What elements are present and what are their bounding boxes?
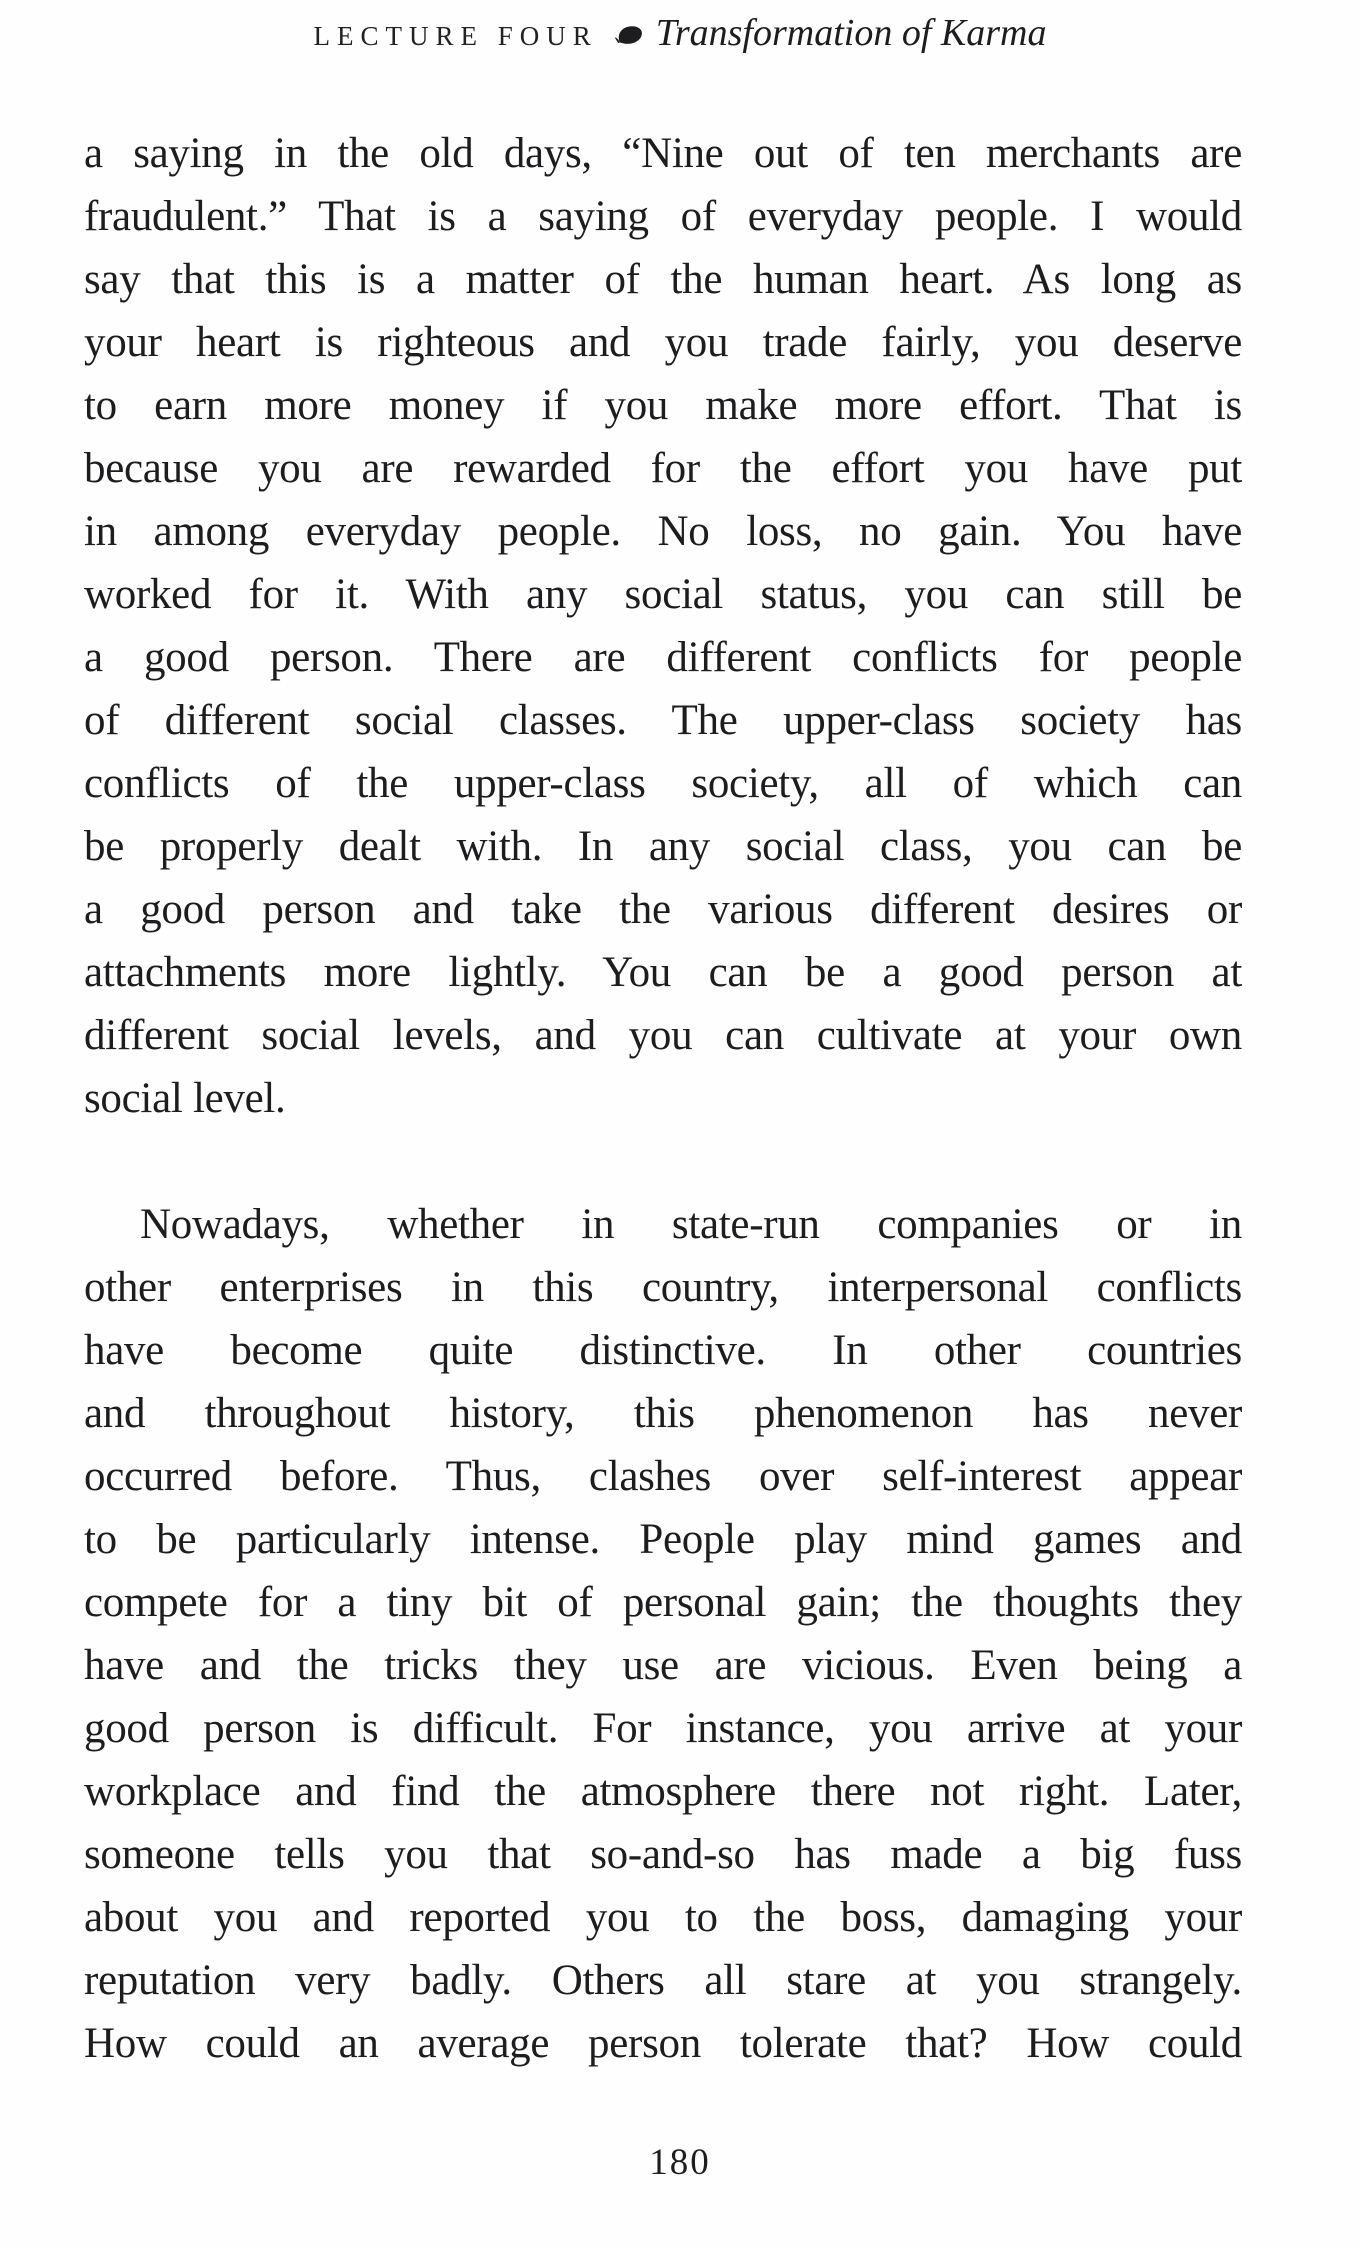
text-line: be properly dealt with. In any social class, you can be: [84, 823, 1242, 870]
text-line: worked for it. With any social status, you can still be: [84, 571, 1242, 618]
text-line: a good person and take the various different desires or: [84, 886, 1242, 933]
text-line: workplace and find the atmosphere there not right. Later,: [84, 1768, 1242, 1815]
paragraph-2: [84, 1193, 1242, 2075]
text-line: and throughout history, this phenomenon has never: [84, 1390, 1242, 1437]
paragraph-1: [84, 122, 1242, 1130]
lecture-number-label: LECTURE FOUR: [313, 21, 598, 51]
text-line: a saying in the old days, “Nine out of ten merchants are: [84, 130, 1242, 177]
text-line: have and the tricks they use are vicious. Even being a: [84, 1642, 1242, 1689]
text-line: your heart is righteous and you trade fairly, you deserve: [84, 319, 1242, 366]
text-line: about you and reported you to the boss, damaging your: [84, 1894, 1242, 1941]
fleuron-leaf-icon: [614, 23, 644, 47]
text-line: good person is difficult. For instance, you arrive at your: [84, 1705, 1242, 1752]
text-line: social level.: [84, 1075, 286, 1122]
text-line: How could an average person tolerate that? How could: [84, 2020, 1242, 2067]
text-line: to earn more money if you make more effort. That is: [84, 382, 1242, 429]
paragraph-gap: [84, 1130, 1242, 1193]
running-header: [0, 10, 1360, 64]
body-text: [84, 122, 1242, 2075]
text-line: other enterprises in this country, interpersonal conflicts: [84, 1264, 1242, 1311]
text-line: someone tells you that so-and-so has made a big fuss: [84, 1831, 1242, 1878]
page-number: 180: [649, 2142, 711, 2183]
text-line: in among everyday people. No loss, no gain. You have: [84, 508, 1242, 555]
text-line: occurred before. Thus, clashes over self-interest appear: [84, 1453, 1242, 1500]
text-line: attachments more lightly. You can be a good person at: [84, 949, 1242, 996]
chapter-title: Transformation of Karma: [655, 12, 1047, 54]
text-line: to be particularly intense. People play mind games and: [84, 1516, 1242, 1563]
text-line: of different social classes. The upper-class society has: [84, 697, 1242, 744]
text-line: have become quite distinctive. In other countries: [84, 1327, 1242, 1374]
text-line: reputation very badly. Others all stare at you strangely.: [84, 1957, 1242, 2004]
text-line: compete for a tiny bit of personal gain; the thoughts they: [84, 1579, 1242, 1626]
text-line: different social levels, and you can cultivate at your own: [84, 1012, 1242, 1059]
text-line: conflicts of the upper-class society, all of which can: [84, 760, 1242, 807]
text-line: Nowadays, whether in state-run companies or in: [140, 1201, 1242, 1248]
text-line: say that this is a matter of the human heart. As long as: [84, 256, 1242, 303]
text-line: fraudulent.” That is a saying of everyday people. I would: [84, 193, 1242, 240]
text-line: because you are rewarded for the effort you have put: [84, 445, 1242, 492]
text-line: a good person. There are different conflicts for people: [84, 634, 1242, 681]
